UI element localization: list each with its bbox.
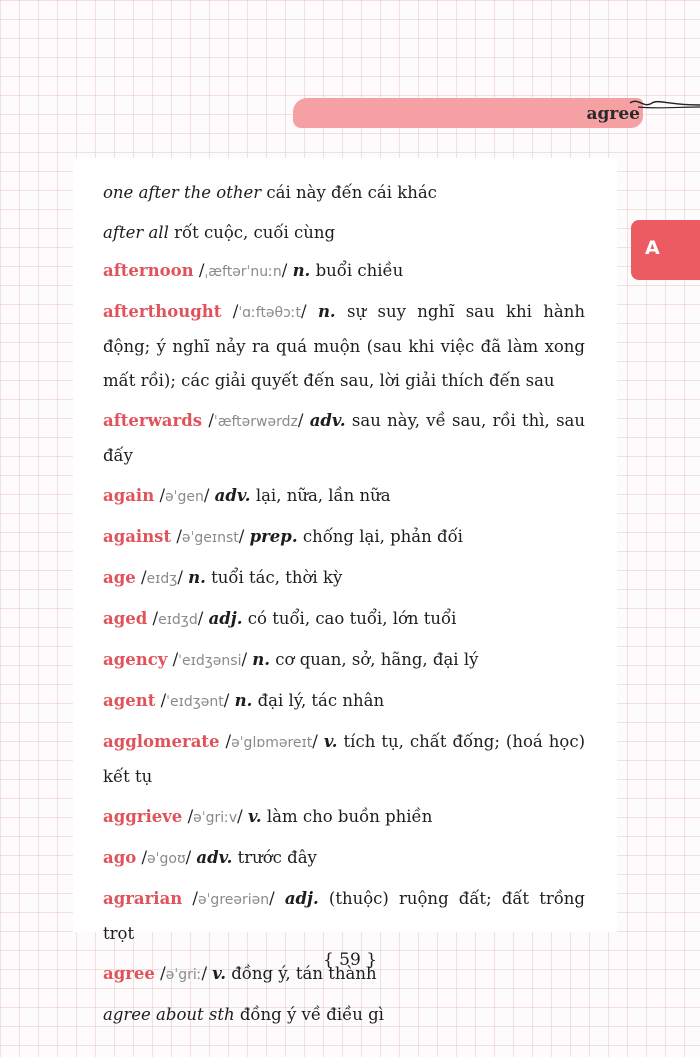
headword: agglomerate <box>103 732 220 751</box>
headword: agent <box>103 691 156 710</box>
entry-meaning: cái này đến cái khác <box>266 183 437 202</box>
part-of-speech: n. <box>317 302 336 321</box>
phrase-entry <box>103 220 585 246</box>
entry-meaning: (thuộc) ruộng đất; đất trồng trọt <box>103 889 585 943</box>
part-of-speech: n. <box>188 568 206 587</box>
headword: aged <box>103 609 148 628</box>
headword: agree <box>103 964 155 983</box>
dictionary-entry: agrarian /əˈgreəriən/ adj. (thuộc) ruộng đất; đất trồng trọt <box>103 889 585 943</box>
part-of-speech: adj. <box>284 889 319 908</box>
pronunciation: əˈgreəriən <box>197 892 270 908</box>
headword: aggrieve <box>103 807 183 826</box>
part-of-speech: n. <box>292 261 311 280</box>
headword: agrarian <box>103 889 183 908</box>
headword: afterwards <box>103 411 203 430</box>
pronunciation: eɪdʒd <box>158 612 198 628</box>
pronunciation: ˈeɪdʒənsi <box>178 653 242 669</box>
dictionary-entries <box>103 180 585 1038</box>
pronunciation: ˈeɪdʒənt <box>166 694 224 710</box>
dictionary-entry: ago /əˈgoʊ/ adv. trước đây <box>103 848 317 867</box>
part-of-speech: prep. <box>249 527 298 546</box>
entry-meaning: sự suy nghĩ sau khi hành động; ý nghĩ nảy ra quá muộn (sau khi việc đã làm xong mất rồi); các giải quyết đến sau, lời giải thích đến sau <box>103 302 585 390</box>
entry-meaning: đồng ý, tán thành <box>231 964 377 983</box>
part-of-speech: adv. <box>196 848 233 867</box>
headword: age <box>103 568 136 587</box>
part-of-speech: n. <box>252 650 271 669</box>
entry-meaning: buổi chiều <box>315 261 404 280</box>
dictionary-entry: again /əˈgen/ adv. lại, nữa, lần nữa <box>103 486 391 505</box>
dictionary-entry: agent /ˈeɪdʒənt/ n. đại lý, tác nhân <box>103 691 385 710</box>
headword: against <box>103 527 172 546</box>
pronunciation: ˌæftərˈnuːn <box>204 264 282 280</box>
running-head-word: agree <box>586 104 640 124</box>
entry-meaning: tích tụ, chất đống; (hoá học) kết tụ <box>103 732 586 786</box>
entry-meaning: trước đây <box>237 848 317 867</box>
dictionary-entry: afterthought /ˈɑːftəθɔːt/ n. sự suy nghĩ sau khi hành động; ý nghĩ nảy ra quá muộn (sau khi việc đã làm xong mất rồi); các giải quyết đến sau, lời giải thích đến sau <box>103 302 585 390</box>
entry-meaning: chống lại, phản đối <box>302 527 463 546</box>
phrase-text: agree about sth <box>103 1005 235 1024</box>
pronunciation: əˈgoʊ <box>147 851 186 867</box>
dictionary-entry: agency /ˈeɪdʒənsi/ n. cơ quan, sở, hãng, đại lý <box>103 650 479 669</box>
headword: agency <box>103 650 168 669</box>
phrase-text: after all <box>103 223 169 242</box>
part-of-speech: adv. <box>309 411 346 430</box>
phrase-text: one after the other <box>103 183 262 202</box>
entry-meaning: làm cho buồn phiền <box>266 807 433 826</box>
pronunciation: əˈgeɪnst <box>181 530 239 546</box>
pronunciation: eɪdʒ <box>146 571 178 587</box>
entry-meaning: tuổi tác, thời kỳ <box>211 568 343 587</box>
dictionary-entry: against /əˈgeɪnst/ prep. chống lại, phản đối <box>103 527 463 546</box>
page-number: { 59 } <box>322 950 378 970</box>
pronunciation: ˈæftərwərdz <box>213 414 298 430</box>
entry-meaning: có tuổi, cao tuổi, lớn tuổi <box>247 609 457 628</box>
pronunciation: əˈgriː <box>165 967 202 983</box>
dictionary-entry: agree /əˈgriː/ v. đồng ý, tán thành <box>103 964 377 983</box>
part-of-speech: v. <box>247 807 262 826</box>
part-of-speech: n. <box>234 691 253 710</box>
part-of-speech: v. <box>323 732 338 751</box>
part-of-speech: adj. <box>208 609 243 628</box>
entry-meaning: sau này, về sau, rồi thì, sau đấy <box>103 411 586 465</box>
part-of-speech: adv. <box>214 486 251 505</box>
dictionary-entry: agglomerate /əˈglɒməreɪt/ v. tích tụ, chất đống; (hoá học) kết tụ <box>103 732 586 786</box>
dictionary-entry: aggrieve /əˈgriːv/ v. làm cho buồn phiền <box>103 807 433 826</box>
pronunciation: əˈglɒməreɪt <box>231 735 313 751</box>
dictionary-entry: afternoon /ˌæftərˈnuːn/ n. buổi chiều <box>103 261 404 280</box>
dictionary-entry: afterwards /ˈæftərwərdz/ adv. sau này, về sau, rồi thì, sau đấy <box>103 411 586 465</box>
dictionary-entry: age /eɪdʒ/ n. tuổi tác, thời kỳ <box>103 568 343 587</box>
entry-meaning: rốt cuộc, cuối cùng <box>174 223 336 242</box>
part-of-speech: v. <box>212 964 226 983</box>
pronunciation: əˈgen <box>165 489 204 505</box>
dictionary-entry: aged /eɪdʒd/ adj. có tuổi, cao tuổi, lớn tuổi <box>103 609 457 628</box>
pronunciation: ˈɑːftəθɔːt <box>238 305 302 321</box>
headword: ago <box>103 848 137 867</box>
letter-tab[interactable] <box>631 220 700 280</box>
headword: afterthought <box>103 302 222 321</box>
pronunciation: əˈgriːv <box>193 810 238 826</box>
letter-tab-label: A <box>645 237 660 259</box>
entry-meaning: đại lý, tác nhân <box>257 691 385 710</box>
entry-meaning: đồng ý về điều gì <box>239 1005 384 1024</box>
headword: again <box>103 486 155 505</box>
scribble-decoration <box>628 95 700 119</box>
entry-meaning: lại, nữa, lần nữa <box>255 486 391 505</box>
headword: afternoon <box>103 261 194 280</box>
phrase-entry <box>103 180 585 206</box>
entry-meaning: cơ quan, sở, hãng, đại lý <box>275 650 479 669</box>
phrase-entry <box>103 998 585 1032</box>
